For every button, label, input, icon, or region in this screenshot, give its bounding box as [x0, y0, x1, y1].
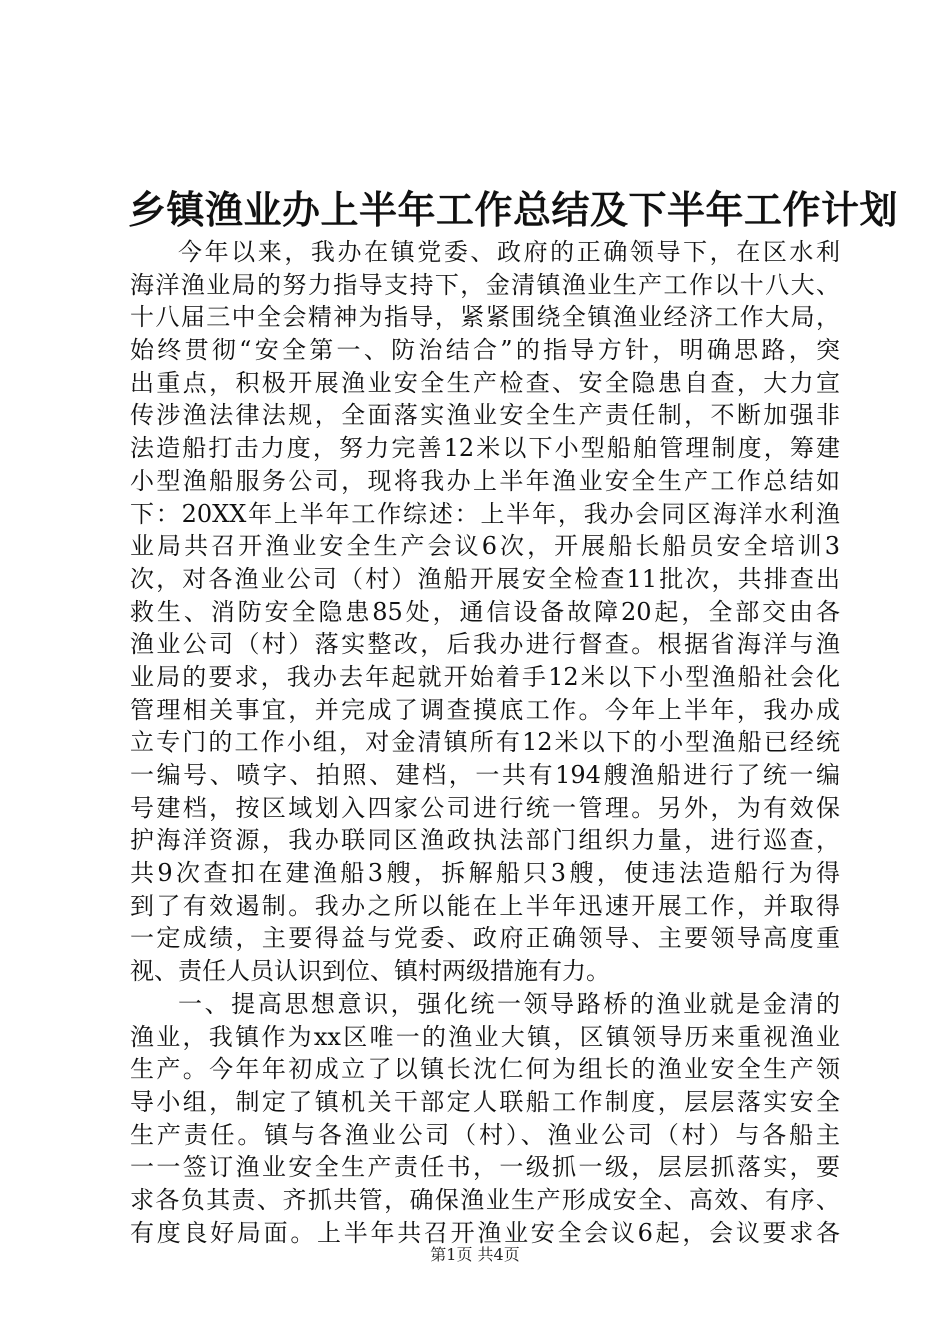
paragraph-2: [130, 988, 840, 1250]
text-line: 今年以来，我办在镇党委、政府的正确领导下，在区水利: [178, 238, 840, 266]
text-line: 出重点，积极开展渔业安全生产检查、安全隐患自查，大力宣: [130, 368, 840, 397]
text-line: 管理相关事宜，并完成了调查摸底工作。今年上半年，我办成: [130, 695, 840, 724]
text-line: 护海洋资源，我办联同区渔政执法部门组织力量，进行巡查，: [130, 826, 840, 855]
text-line: 一编号、喷字、拍照、建档，一共有194艘渔船进行了统一编: [130, 761, 840, 789]
text-line: 始终贯彻“安全第一、防治结合”的指导方针，明确思路，突: [130, 336, 840, 365]
text-line: 次，对各渔业公司（村）渔船开展安全检查11批次，共排查出: [130, 564, 840, 593]
text-line: 共9次查扣在建渔船3艘，拆解船只3艘，使违法造船行为得: [130, 859, 840, 888]
text-line: 导小组，制定了镇机关干部定人联船工作制度，层层落实安全: [130, 1087, 840, 1116]
text-line: 视、责任人员认识到位、镇村两级措施有力。: [130, 957, 610, 986]
text-line: 渔业，我镇作为xx区唯一的渔业大镇，区镇领导历来重视渔业: [130, 1022, 840, 1051]
text-line: 业局共召开渔业安全生产会议6次，开展船长船员安全培训3: [130, 532, 840, 561]
page-number: 第1页 共4页: [430, 1245, 520, 1264]
text-line: 号建档，按区域划入四家公司进行统一管理。另外，为有效保: [130, 793, 840, 822]
paragraph-1: [130, 236, 840, 988]
text-line: 求各负其责、齐抓共管，确保渔业生产形成安全、高效、有序、: [130, 1185, 840, 1214]
text-line: 生产责任。镇与各渔业公司（村）、渔业公司（村）与各船主: [130, 1120, 840, 1149]
text-line: 有度良好局面。上半年共召开渔业安全会议6起，会议要求各: [130, 1218, 840, 1247]
text-line: 一定成绩，主要得益与党委、政府正确领导、主要领导高度重: [130, 924, 840, 953]
document-body: [130, 236, 840, 1249]
text-line: 传涉渔法律法规，全面落实渔业安全生产责任制，不断加强非: [130, 401, 840, 430]
text-line: 渔业公司（村）落实整改，后我办进行督查。根据省海洋与渔: [130, 630, 840, 659]
text-line: 一、提高思想意识，强化统一领导路桥的渔业就是金清的: [178, 989, 840, 1018]
text-line: 十八届三中全会精神为指导，紧紧围绕全镇渔业经济工作大局，: [130, 303, 840, 332]
text-line: 海洋渔业局的努力指导支持下，金清镇渔业生产工作以十八大、: [130, 270, 840, 299]
text-line: 立专门的工作小组，对金清镇所有12米以下的小型渔船已经统: [130, 728, 840, 757]
text-line: 法造船打击力度，努力完善12米以下小型船舶管理制度，筹建: [130, 434, 840, 463]
text-line: 下：20XX年上半年工作综述：上半年，我办会同区海洋水利渔: [130, 499, 840, 528]
text-line: 小型渔船服务公司，现将我办上半年渔业安全生产工作总结如: [130, 466, 840, 495]
text-line: 到了有效遏制。我办之所以能在上半年迅速开展工作，并取得: [130, 891, 840, 920]
document-title: 乡镇渔业办上半年工作总结及下半年工作计划: [128, 188, 899, 232]
text-line: 救生、消防安全隐患85处，通信设备故障20起，全部交由各: [130, 597, 840, 626]
text-line: 生产。今年年初成立了以镇长沈仁何为组长的渔业安全生产领: [130, 1055, 840, 1084]
text-line: 一一签订渔业安全生产责任书，一级抓一级，层层抓落实，要: [130, 1153, 840, 1182]
text-line: 业局的要求，我办去年起就开始着手12米以下小型渔船社会化: [130, 662, 840, 691]
